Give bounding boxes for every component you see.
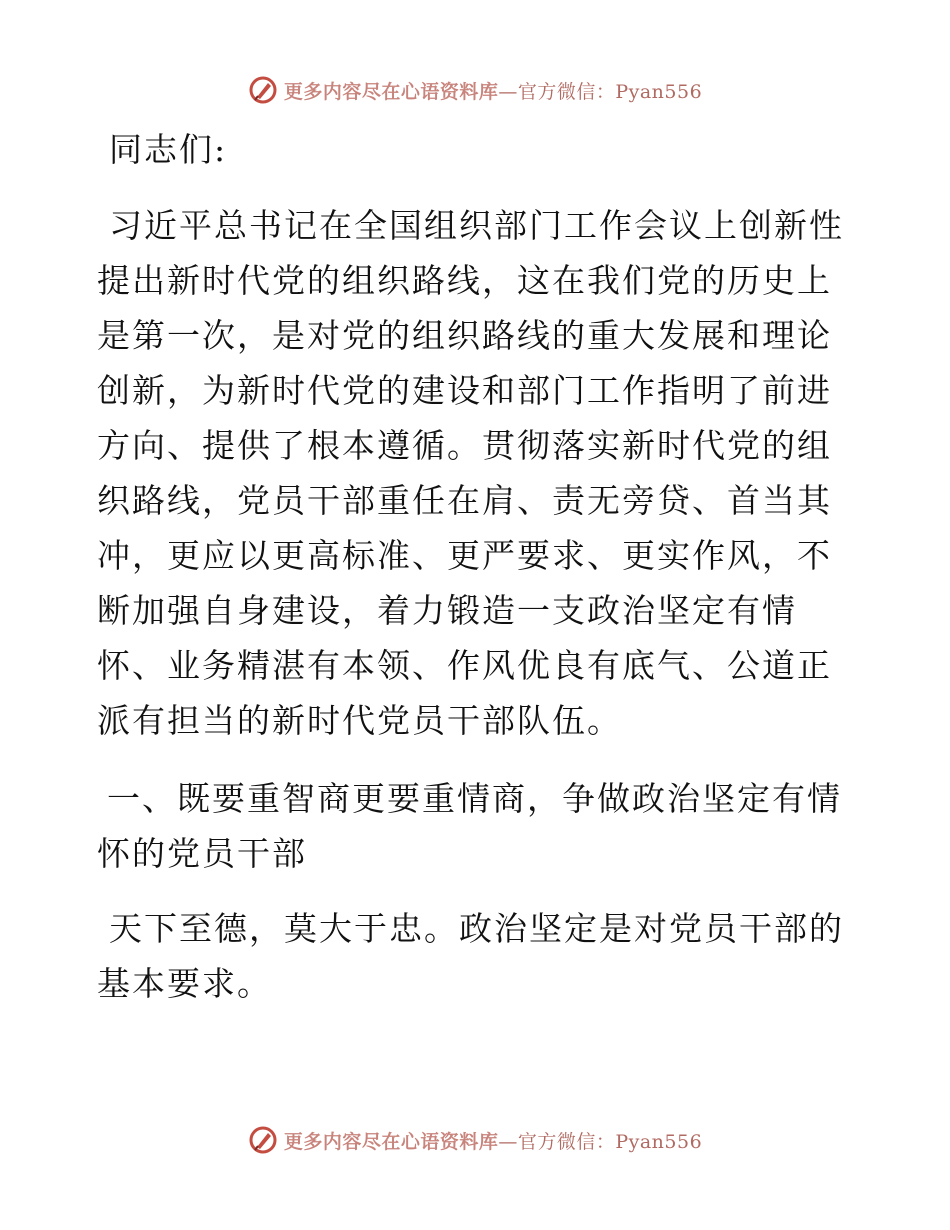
paragraph-section-body: 天下至德，莫大于忠。政治坚定是对党员干部的基本要求。 [97, 909, 844, 1003]
footer-watermark [0, 1120, 950, 1160]
quill-logo-icon [248, 1125, 278, 1155]
header-watermark [0, 70, 950, 110]
watermark-main-text: 更多内容尽在心语资料库 [283, 80, 499, 103]
watermark-sub-text: —官方微信：Pyan556 [498, 80, 703, 103]
watermark-sub-text: —官方微信：Pyan556 [498, 1130, 703, 1153]
paragraph-intro: 习近平总书记在全国组织部门工作会议上创新性提出新时代党的组织路线，这在我们党的历史上是第一次，是对党的组织路线的重大发展和理论创新，为新时代党的建设和部门工作指明了前进方向、提供了根本遵循。贯彻落实新时代党的组织路线，党员干部重任在肩、责无旁贷、首当其冲，更应以更高标准、更严要求、更实作风，不断加强自身建设，着力锻造一支政治坚定有情怀、业务精湛有本领、作风优良有底气、公道正派有担当的新时代党员干部队伍。 [97, 206, 844, 740]
salutation: 同志们: [109, 130, 228, 169]
watermark-main-text: 更多内容尽在心语资料库 [283, 1130, 499, 1153]
document-body [97, 122, 857, 1034]
section-heading: 一、既要重智商更要重情商，争做政治坚定有情怀的党员干部 [97, 779, 842, 873]
quill-logo-icon [248, 75, 278, 105]
